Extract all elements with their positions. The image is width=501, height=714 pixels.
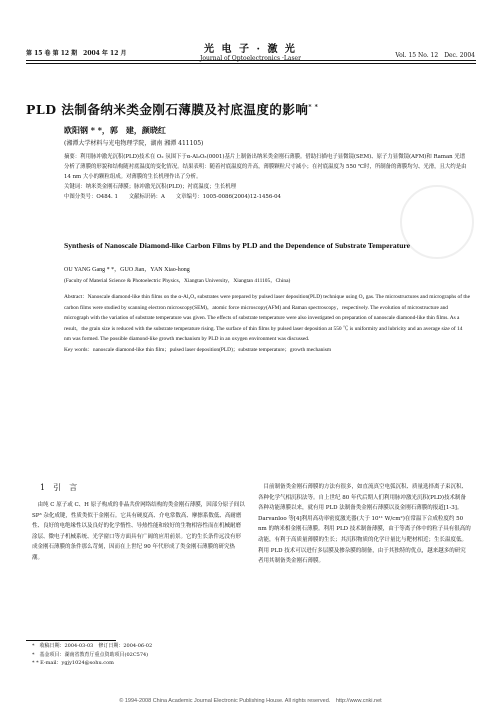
- body-column-right: [258, 482, 471, 567]
- abstract-cn-block: [64, 152, 470, 202]
- classification-cn: 中图分类号：O484. 1 文献标识码：A 文章编号：1005-0086(2004)12-1456-04: [64, 194, 281, 200]
- abstract-cn: 摘要：利用脉冲激光沉积(PLD)技术在 O₂ 氛围下于α-Al₂O₃(0001)基片上制备出纳米类金刚石薄膜。借助扫描电子显微镜(SEM)、原子力显微镜(AFM)和 Raman 光谱分析了薄膜的形貌和结构随衬底温度的变化情况。结果表明：随着衬底温度的升高，薄膜颗粒尺寸减小；在衬底温度为 550 ℃时，所制备的薄膜均匀、光滑，且大约是由 14 nm 大小的颗粒组成。对薄膜的生长机理作出了分析。: [64, 154, 467, 180]
- title-footnote-mark: * *: [308, 103, 319, 111]
- journal-name-en: Journal of Optoelectronics ·Laser: [200, 55, 301, 62]
- header-rule: [26, 60, 476, 61]
- copyright-line: © 1994-2008 China Academic Journal Electronic Publishing House. All rights reserved. http://www.cnki.net: [119, 698, 382, 704]
- authors-en: OU YANG Gang * *，GUO Jian，YAN Xiao-hong: [64, 267, 190, 273]
- authors-cn: 欧阳钢 * *，郭 建，颜晓红: [64, 125, 166, 135]
- footnotes: [32, 642, 152, 668]
- footnote-received: * 收稿日期：2004-03-03 修订日期：2004-06-02: [32, 643, 153, 649]
- journal-name-cn: 光 电 子 · 激 光: [204, 44, 297, 55]
- issue-info: 第 15 卷 第 12 期 2004 年 12 月: [26, 50, 127, 57]
- footnote-funding: * 基金项目：湖南省教育厅重点资助项目(02C574): [32, 651, 149, 658]
- body-column-left: [32, 500, 245, 564]
- keywords-en: Key words：nanoscale diamond-like thin film；pulsed laser deposition(PLD)；substrate temperature；growth mechanism: [64, 346, 332, 353]
- section-heading-intro: 1 引 言: [40, 483, 78, 492]
- abstract-en-block: [64, 292, 470, 355]
- intro-paragraph-2: 目前制备类金刚石薄膜的方法有很多，如直流真空电弧沉积、质量选择离子束沉积、各种化学气相沉积法等。自上世纪 80 年代后期人们利用脉冲激光沉积(PLD)技术制备各种功能薄膜以来，就有用 PLD 法制备类金刚石薄膜以及金刚石薄膜的报道[1-3]。Darvanloo 等[4]利用高功率密度激光器(大于 10¹¹ W/cm²)在常温下合成粒度约 50 nm 的纳米相金刚石薄膜。利用 PLD 技术制备薄膜，由于等离子体中的粒子具有很高的动能，有利于高质量薄膜的生长；其沉积物质的化学计量比与靶材相近；生长温度低。利用 PLD 技术可以进行多层膜及掺杂膜的制备，由于其独特的优点，越来越多的研究者用其制备类金刚石薄膜。: [258, 484, 471, 565]
- paper-title-en: Synthesis of Nanoscale Diamond-like Carbon Films by PLD and the Dependence of Substrate Temperature: [64, 241, 411, 250]
- title-text: PLD 法制备纳米类金刚石薄膜及衬底温度的影响: [26, 102, 309, 117]
- keywords-cn: 关键词：纳米类金刚石薄膜；脉冲激光沉积(PLD)；衬底温度；生长机理: [64, 184, 237, 190]
- volume-info: Vol. 15 No. 12 Dec. 2004: [395, 52, 475, 59]
- intro-paragraph: 由纯 C 原子或 C、H 原子构成的非晶共价网络结构的类金刚石薄膜，因部分原子间以 SP³ 杂化成键，性质类似于金刚石。它具有硬度高、介电常数高、摩擦系数低、高耐磨性、良好的电绝缘性以及良好的化学惰性、导热性能和较好的生物相容性而在机械耐磨涂层、微电子机械系统、光学窗口等方面具有广阔的应用前景。它的生长条件远没有形成金刚石薄膜的条件那么苛刻，因而在上世纪 90 年代形成了类金刚石薄膜的研究热潮。: [32, 502, 245, 561]
- affiliation-cn: (湘潭大学材料与光电物理学院，湖南 湘潭 411105): [64, 140, 204, 147]
- footnote-email: * * E-mail：ygjy1024@sohu.com: [32, 660, 114, 666]
- affiliation-en: (Faculty of Material Science & Photoelectric Physics，Xiangtan University，Xiangtan 411105，China): [64, 278, 291, 284]
- abstract-en: Abstract：Nanoscale diamond-like thin films on the α-Al₂O₃ substrates were prepared by pulsed laser deposition(PLD) technique using O₂ gas. The microstructures and micrographs of the carbon films were studied by scanning electron microscopy(SEM)，atomic force microscopy(AFM) and Raman spectroscopy，respectively. The evolution of microstructure and micrograph with the variation of substrate temperature was given. The effects of substrate temperature were also investigated on preparation of nanoscale diamond-like thin films. As a result，the grain size is reduced with the substrate temperature rising. The surface of thin films by pulsed laser deposition at 550 ℃ is uniformity and lubricity and an average size of 14 nm was formed. The possible diamond-like growth mechanism by PLD in an oxygen environment was discussed.: [64, 294, 470, 342]
- footnote-rule: [26, 640, 116, 641]
- header-rule-thin: [26, 63, 476, 64]
- paper-title-cn: [26, 100, 318, 118]
